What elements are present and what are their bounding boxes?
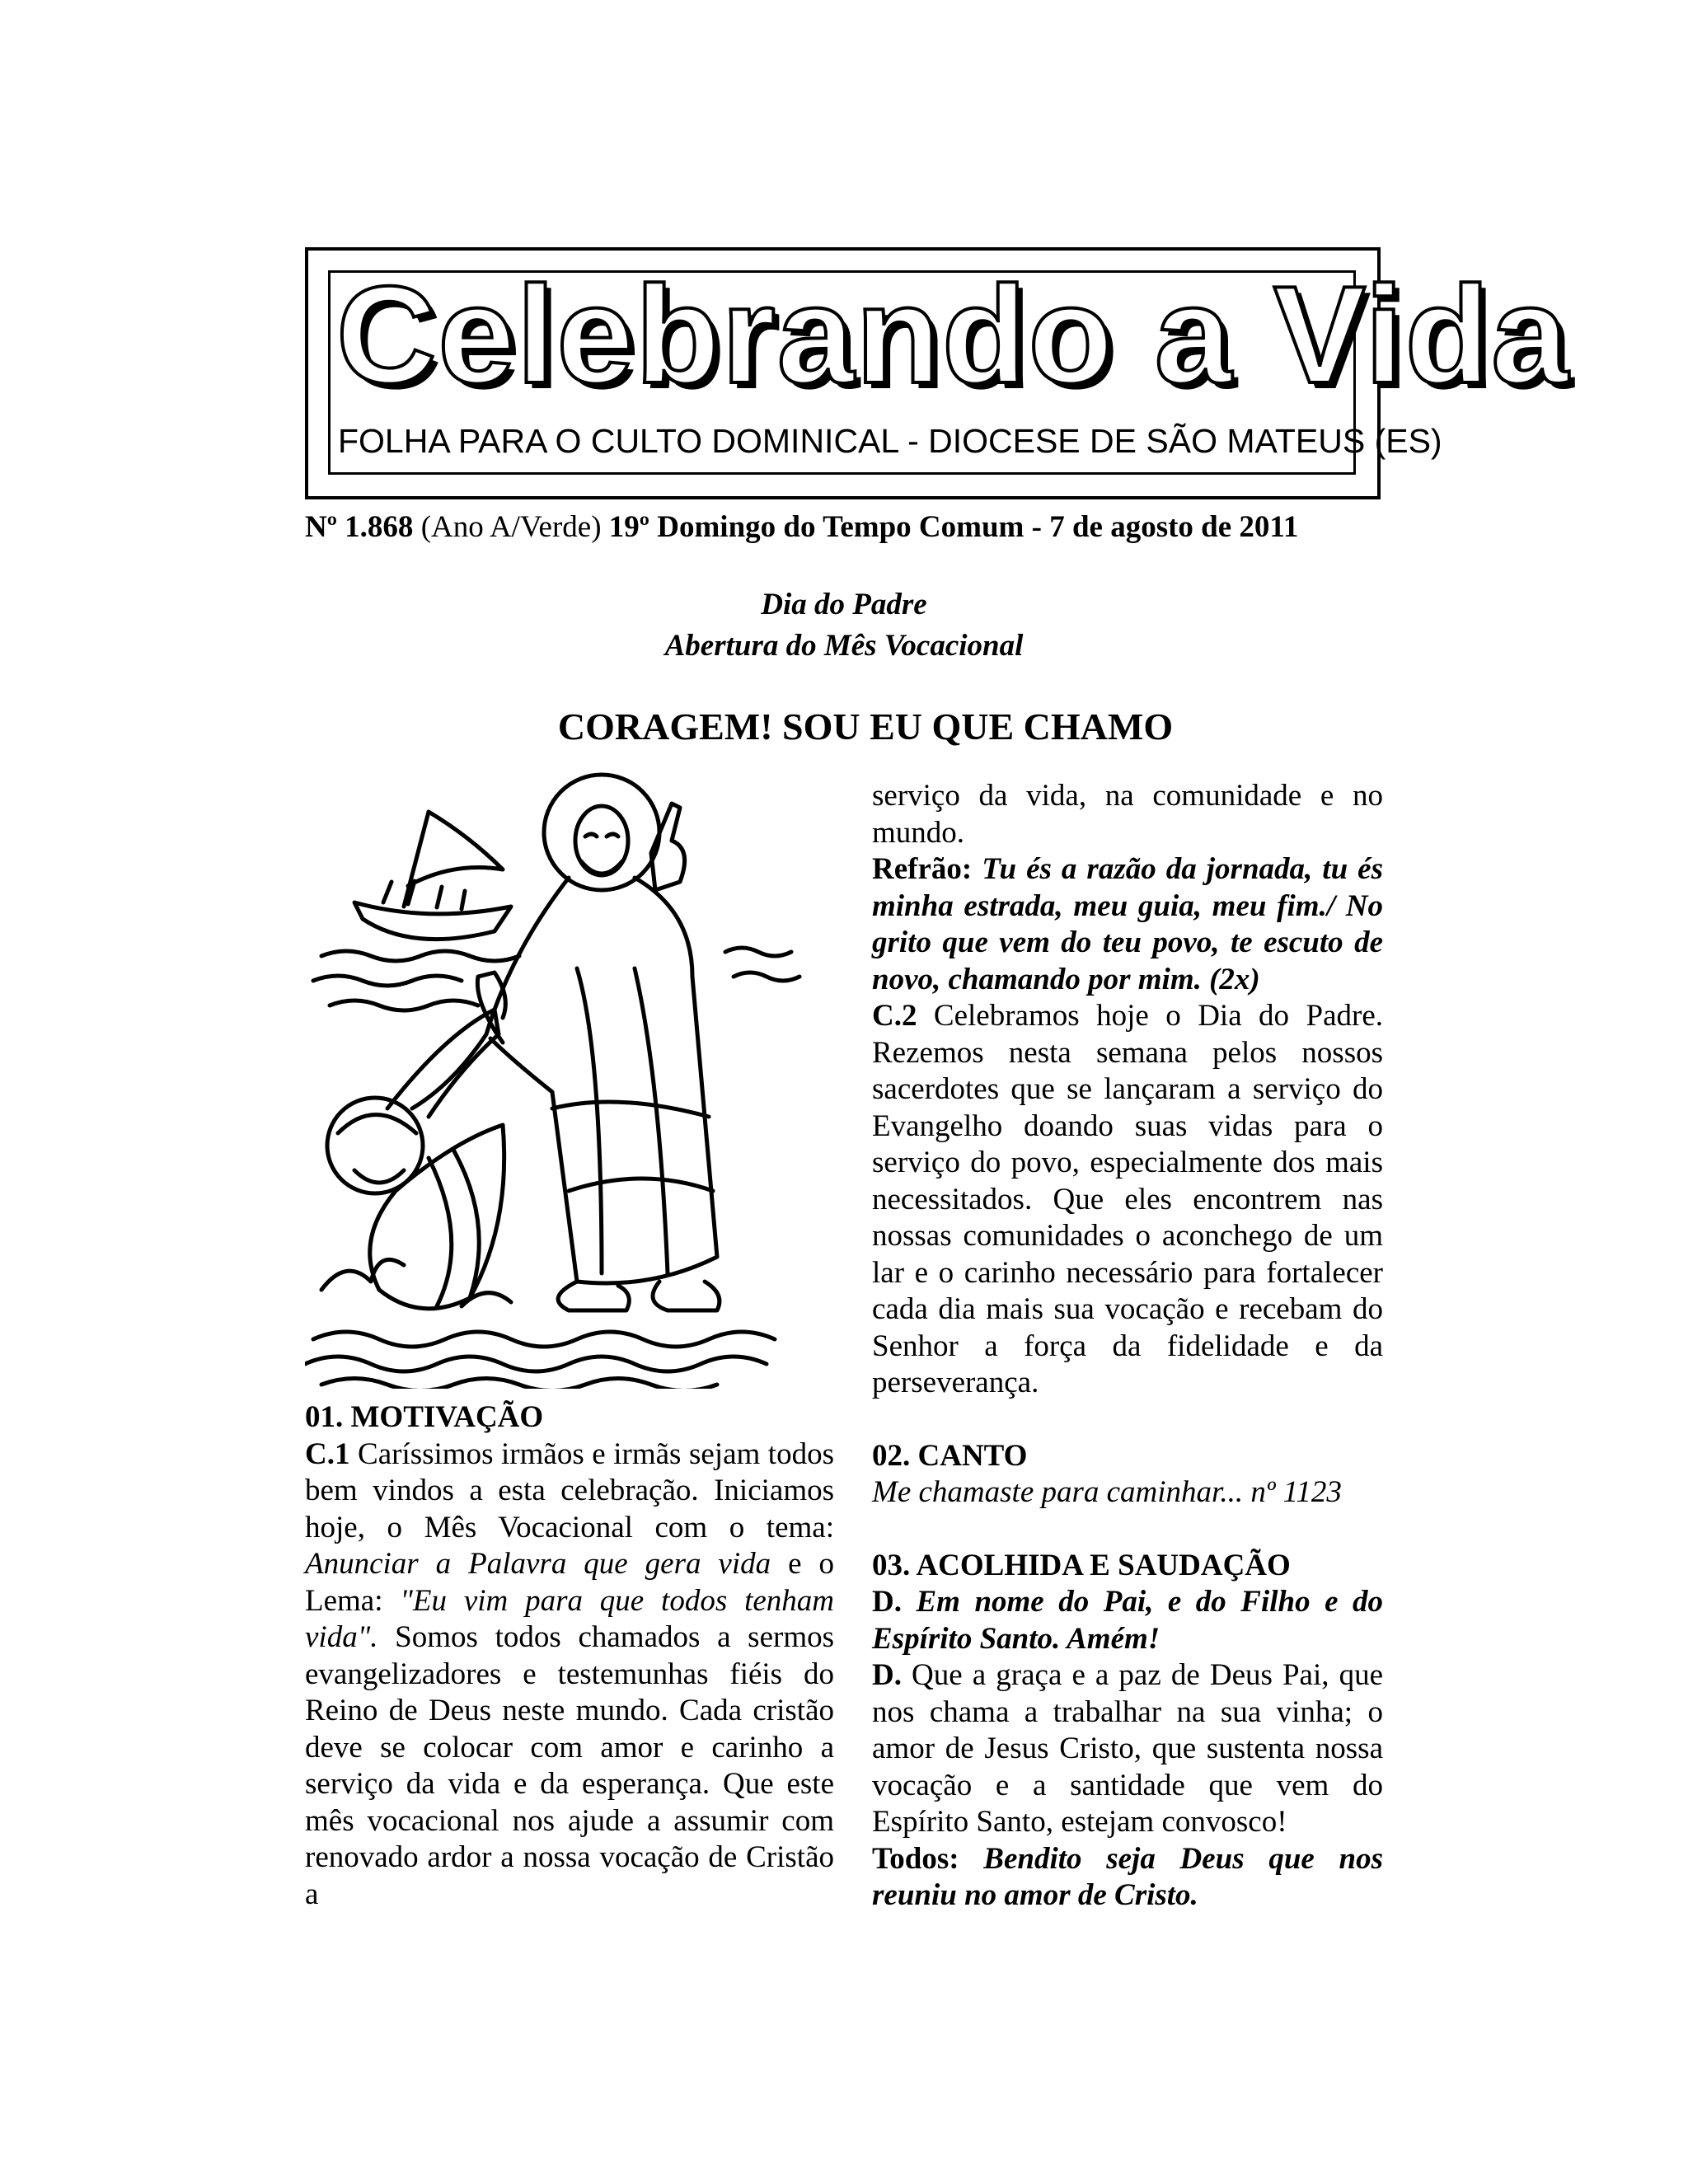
c2-label: C.2 bbox=[872, 999, 917, 1033]
c1-theme: Anunciar a Palavra que gera vida bbox=[305, 1547, 771, 1581]
issue-number: Nº 1.868 bbox=[305, 510, 414, 544]
c1-text-a: Caríssimos irmãos e irmãs sejam todos bem vindos a esta celebração. Iniciamos hoje, o Mês Vocacional com o tema: bbox=[305, 1436, 834, 1544]
right-column bbox=[872, 778, 1383, 1915]
subtitle-mes-vocacional: Abertura do Mês Vocacional bbox=[664, 629, 1024, 663]
subtitle-dia-do-padre: Dia do Padre bbox=[761, 588, 927, 621]
headline: CORAGEM! SOU EU QUE CHAMO bbox=[557, 705, 1174, 748]
d1-paragraph bbox=[872, 1584, 1383, 1657]
masthead-title: Celebrando a Vida bbox=[336, 257, 1570, 412]
continued-text: serviço da vida, na comunidade e no mundo. bbox=[872, 779, 1383, 850]
todos-label: Todos: bbox=[872, 1841, 959, 1876]
d1-text: Em nome do Pai, e do Filho e do Espírito Santo. Amém! bbox=[872, 1585, 1383, 1656]
todos-paragraph bbox=[872, 1841, 1383, 1915]
refrao-label: Refrão: bbox=[872, 852, 973, 886]
issue-date: - 7 de agosto de 2011 bbox=[1031, 510, 1299, 544]
refrao-text: Tu és a razão da jornada, tu és minha estrada, meu guia, meu fim./ No grito que vem do teu povo, te escuto de novo, chamando por mim. (2x) bbox=[872, 852, 1383, 996]
masthead-subtitle: FOLHA PARA O CULTO DOMINICAL - DIOCESE DE SÃO MATEUS (ES) bbox=[338, 422, 1442, 460]
c1-motto: "Eu vim para que todos tenham vida". bbox=[305, 1583, 834, 1654]
song-reference: Me chamaste para caminhar... nº 1123 bbox=[872, 1475, 1342, 1509]
left-column bbox=[305, 1399, 834, 1913]
issue-sunday: 19º Domingo do Tempo Comum bbox=[608, 510, 1025, 544]
d2-paragraph bbox=[872, 1657, 1383, 1841]
d2-text: Que a graça e a paz de Deus Pai, que nos chama a trabalhar na sua vinha; o amor de Jesus Cristo, que sustenta nossa vocação e a santidade que vem do Espírito Santo, estejam convosco! bbox=[872, 1658, 1383, 1839]
c2-text: Celebramos hoje o Dia do Padre. Rezemos nesta semana pelos nossos sacerdotes que se lançaram a serviço do Evangelho doando suas vidas para o serviço do povo, especialmente dos mais necessitados. Que eles encontrem nas nossas comunidades o aconchego de um lar e o carinho necessário para fortalecer cada dia mais sua vocação e recebam do Senhor a força da fidelidade e da perseverança. bbox=[872, 999, 1383, 1399]
issue-year: (Ano A/Verde) bbox=[420, 510, 602, 544]
c1-label: C.1 bbox=[305, 1436, 350, 1471]
d2-label: D. bbox=[872, 1658, 902, 1692]
todos-text: Bendito seja Deus que nos reuniu no amor de Cristo. bbox=[872, 1841, 1383, 1912]
section-heading-canto: 02. CANTO bbox=[872, 1438, 1028, 1473]
c2-paragraph bbox=[872, 998, 1383, 1402]
section-heading-motivacao: 01. MOTIVAÇÃO bbox=[305, 1400, 544, 1434]
c1-text-c: Somos todos chamados a sermos evangelizadores e testemunhas fiéis do Reino de Deus neste mundo. Cada cristão deve se colocar com amor e carinho a serviço da vida e da esperança. Que este mês vocacional nos ajude a assumir com renovado ardor a nossa vocação de Cristão a bbox=[305, 1620, 834, 1911]
refrao-paragraph bbox=[872, 851, 1383, 998]
c1-paragraph bbox=[305, 1436, 834, 1914]
d1-label: D. bbox=[872, 1585, 902, 1619]
jesus-rescuing-peter-illustration bbox=[305, 762, 832, 1389]
issue-line bbox=[305, 509, 1385, 545]
section-heading-acolhida: 03. ACOLHIDA E SAUDAÇÃO bbox=[872, 1548, 1291, 1582]
c1-text-b: e o Lema: bbox=[305, 1547, 834, 1618]
